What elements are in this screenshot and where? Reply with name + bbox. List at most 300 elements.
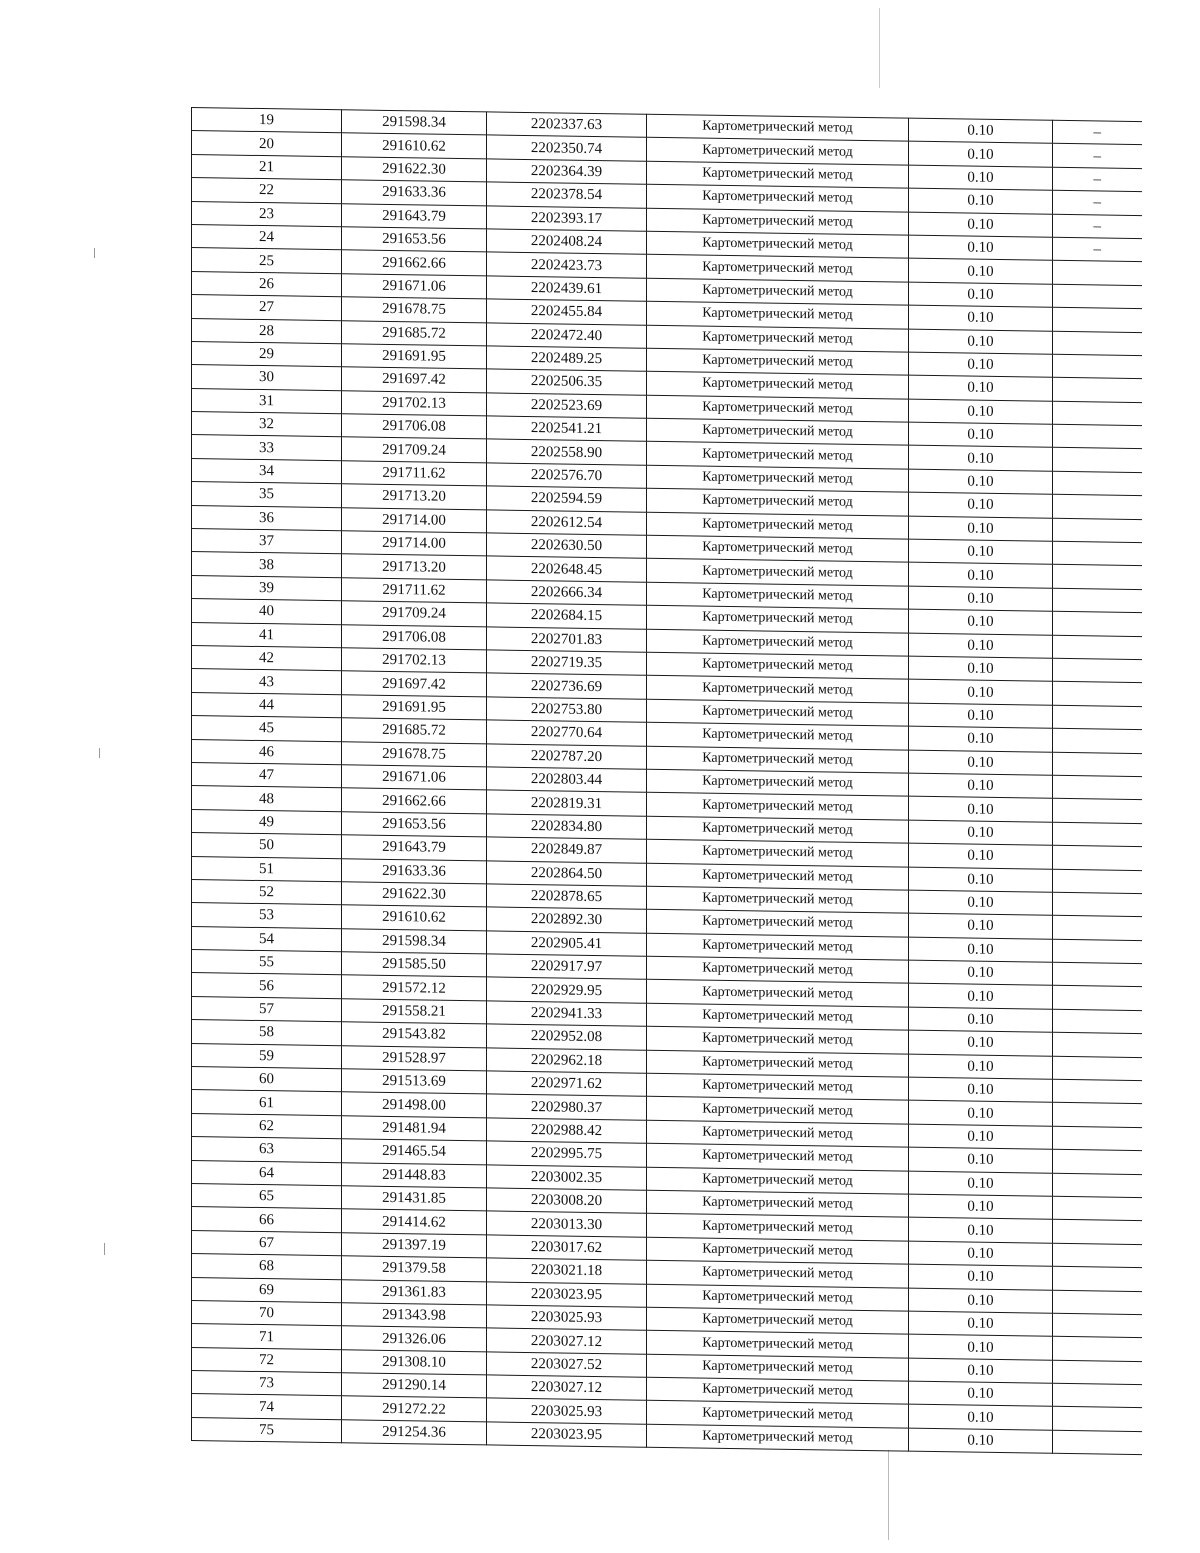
note-cell — [1053, 986, 1142, 1011]
y-coordinate-cell: 2202719.35 — [487, 650, 647, 676]
point-number-cell: 74 — [192, 1394, 342, 1420]
x-coordinate-cell: 291691.95 — [342, 344, 487, 370]
method-cell: Картометрический метод — [647, 793, 909, 820]
x-coordinate-cell: 291711.62 — [342, 578, 487, 604]
method-cell: Картометрический метод — [647, 582, 909, 609]
method-cell: Картометрический метод — [647, 395, 909, 422]
y-coordinate-cell: 2202612.54 — [487, 510, 647, 536]
x-coordinate-cell: 291691.95 — [342, 694, 487, 720]
x-coordinate-cell: 291290.14 — [342, 1373, 487, 1399]
method-cell: Картометрический метод — [647, 980, 909, 1007]
note-cell — [1053, 1079, 1142, 1104]
point-number-cell: 31 — [192, 388, 342, 414]
y-coordinate-cell: 2202393.17 — [487, 205, 647, 231]
accuracy-cell: 0.10 — [909, 305, 1053, 331]
method-cell: Картометрический метод — [647, 886, 909, 913]
note-cell — [1053, 448, 1142, 473]
point-number-cell: 65 — [192, 1183, 342, 1209]
method-cell: Картометрический метод — [647, 418, 909, 445]
note-cell — [1053, 518, 1142, 543]
point-number-cell: 54 — [192, 926, 342, 952]
method-cell: Картометрический метод — [647, 1190, 909, 1217]
accuracy-cell: 0.10 — [909, 142, 1053, 168]
point-number-cell: 26 — [192, 271, 342, 297]
y-coordinate-cell: 2202995.75 — [487, 1141, 647, 1167]
x-coordinate-cell: 291343.98 — [342, 1303, 487, 1329]
accuracy-cell: 0.10 — [909, 586, 1053, 612]
accuracy-cell: 0.10 — [909, 703, 1053, 729]
note-cell — [1053, 752, 1142, 777]
point-number-cell: 51 — [192, 856, 342, 882]
accuracy-cell: 0.10 — [909, 118, 1053, 144]
point-number-cell: 41 — [192, 622, 342, 648]
accuracy-cell: 0.10 — [909, 1241, 1053, 1267]
accuracy-cell: 0.10 — [909, 446, 1053, 472]
y-coordinate-cell: 2202701.83 — [487, 626, 647, 652]
x-coordinate-cell: 291622.30 — [342, 882, 487, 908]
point-number-cell: 33 — [192, 435, 342, 461]
y-coordinate-cell: 2202576.70 — [487, 463, 647, 489]
method-cell: Картометрический метод — [647, 839, 909, 866]
x-coordinate-cell: 291431.85 — [342, 1186, 487, 1212]
x-coordinate-cell: 291543.82 — [342, 1022, 487, 1048]
method-cell: Картометрический метод — [647, 559, 909, 586]
scan-mark — [104, 1243, 105, 1255]
method-cell: Картометрический метод — [647, 161, 909, 188]
accuracy-cell: 0.10 — [909, 1030, 1053, 1056]
accuracy-cell: 0.10 — [909, 399, 1053, 425]
point-number-cell: 34 — [192, 458, 342, 484]
note-cell — [1053, 611, 1142, 636]
x-coordinate-cell: 291714.00 — [342, 507, 487, 533]
accuracy-cell: 0.10 — [909, 680, 1053, 706]
note-cell — [1053, 1033, 1142, 1058]
x-coordinate-cell: 291361.83 — [342, 1279, 487, 1305]
y-coordinate-cell: 2203008.20 — [487, 1188, 647, 1214]
accuracy-cell: 0.10 — [909, 750, 1053, 776]
method-cell: Картометрический метод — [647, 1143, 909, 1170]
y-coordinate-cell: 2202892.30 — [487, 907, 647, 933]
method-cell: Картометрический метод — [647, 1284, 909, 1311]
method-cell: Картометрический метод — [647, 348, 909, 375]
point-number-cell: 21 — [192, 154, 342, 180]
y-coordinate-cell: 2202523.69 — [487, 393, 647, 419]
accuracy-cell: 0.10 — [909, 563, 1053, 589]
note-cell — [1053, 588, 1142, 613]
note-cell: – — [1053, 167, 1142, 192]
accuracy-cell: 0.10 — [909, 539, 1053, 565]
method-cell: Картометрический метод — [647, 1073, 909, 1100]
point-number-cell: 47 — [192, 762, 342, 788]
y-coordinate-cell: 2202849.87 — [487, 837, 647, 863]
accuracy-cell: 0.10 — [909, 1405, 1053, 1431]
y-coordinate-cell: 2203027.12 — [487, 1375, 647, 1401]
accuracy-cell: 0.10 — [909, 1077, 1053, 1103]
x-coordinate-cell: 291572.12 — [342, 975, 487, 1001]
x-coordinate-cell: 291714.00 — [342, 531, 487, 557]
point-number-cell: 27 — [192, 295, 342, 321]
point-number-cell: 66 — [192, 1207, 342, 1233]
accuracy-cell: 0.10 — [909, 843, 1053, 869]
point-number-cell: 46 — [192, 739, 342, 765]
scan-mark — [888, 1450, 889, 1540]
point-number-cell: 59 — [192, 1043, 342, 1069]
y-coordinate-cell: 2202489.25 — [487, 346, 647, 372]
point-number-cell: 23 — [192, 201, 342, 227]
note-cell — [1053, 845, 1142, 870]
method-cell: Картометрический метод — [647, 629, 909, 656]
point-number-cell: 71 — [192, 1324, 342, 1350]
accuracy-cell: 0.10 — [909, 867, 1053, 893]
x-coordinate-cell: 291633.36 — [342, 858, 487, 884]
y-coordinate-cell: 2202834.80 — [487, 814, 647, 840]
note-cell — [1053, 728, 1142, 753]
note-cell — [1053, 1220, 1142, 1245]
accuracy-cell: 0.10 — [909, 329, 1053, 355]
method-cell: Картометрический метод — [647, 372, 909, 399]
accuracy-cell: 0.10 — [909, 656, 1053, 682]
accuracy-cell: 0.10 — [909, 235, 1053, 261]
x-coordinate-cell: 291697.42 — [342, 671, 487, 697]
method-cell: Картометрический метод — [647, 512, 909, 539]
note-cell — [1053, 1383, 1142, 1408]
x-coordinate-cell: 291678.75 — [342, 297, 487, 323]
x-coordinate-cell: 291671.06 — [342, 765, 487, 791]
note-cell — [1053, 822, 1142, 847]
point-number-cell: 32 — [192, 412, 342, 438]
method-cell: Картометрический метод — [647, 1354, 909, 1381]
note-cell — [1053, 635, 1142, 660]
y-coordinate-cell: 2202558.90 — [487, 439, 647, 465]
coordinates-table — [191, 107, 1142, 1455]
accuracy-cell: 0.10 — [909, 796, 1053, 822]
point-number-cell: 20 — [192, 131, 342, 157]
accuracy-cell: 0.10 — [909, 773, 1053, 799]
point-number-cell: 73 — [192, 1371, 342, 1397]
x-coordinate-cell: 291598.34 — [342, 928, 487, 954]
y-coordinate-cell: 2202408.24 — [487, 229, 647, 255]
point-number-cell: 40 — [192, 599, 342, 625]
accuracy-cell: 0.10 — [909, 1171, 1053, 1197]
scan-mark — [94, 248, 95, 258]
x-coordinate-cell: 291709.24 — [342, 437, 487, 463]
y-coordinate-cell: 2202803.44 — [487, 767, 647, 793]
y-coordinate-cell: 2202541.21 — [487, 416, 647, 442]
x-coordinate-cell: 291706.08 — [342, 414, 487, 440]
accuracy-cell: 0.10 — [909, 352, 1053, 378]
note-cell — [1053, 1337, 1142, 1362]
note-cell — [1053, 401, 1142, 426]
y-coordinate-cell: 2202941.33 — [487, 1001, 647, 1027]
note-cell — [1053, 1243, 1142, 1268]
point-number-cell: 28 — [192, 318, 342, 344]
point-number-cell: 68 — [192, 1254, 342, 1280]
accuracy-cell: 0.10 — [909, 1007, 1053, 1033]
note-cell — [1053, 541, 1142, 566]
point-number-cell: 55 — [192, 950, 342, 976]
note-cell — [1053, 799, 1142, 824]
point-number-cell: 49 — [192, 809, 342, 835]
note-cell — [1053, 892, 1142, 917]
accuracy-cell: 0.10 — [909, 1101, 1053, 1127]
x-coordinate-cell: 291598.34 — [342, 110, 487, 136]
y-coordinate-cell: 2202350.74 — [487, 135, 647, 161]
point-number-cell: 44 — [192, 692, 342, 718]
method-cell: Картометрический метод — [647, 1097, 909, 1124]
accuracy-cell: 0.10 — [909, 726, 1053, 752]
note-cell — [1053, 1266, 1142, 1291]
method-cell: Картометрический метод — [647, 208, 909, 235]
point-number-cell: 61 — [192, 1090, 342, 1116]
method-cell: Картометрический метод — [647, 1167, 909, 1194]
method-cell: Картометрический метод — [647, 301, 909, 328]
note-cell — [1053, 378, 1142, 403]
x-coordinate-cell: 291622.30 — [342, 157, 487, 183]
accuracy-cell: 0.10 — [909, 1054, 1053, 1080]
scan-mark — [879, 8, 880, 88]
method-cell: Картометрический метод — [647, 652, 909, 679]
method-cell: Картометрический метод — [647, 933, 909, 960]
method-cell: Картометрический метод — [647, 956, 909, 983]
note-cell — [1053, 1103, 1142, 1128]
method-cell: Картометрический метод — [647, 184, 909, 211]
note-cell — [1053, 1149, 1142, 1174]
note-cell — [1053, 939, 1142, 964]
x-coordinate-cell: 291685.72 — [342, 718, 487, 744]
point-number-cell: 62 — [192, 1113, 342, 1139]
method-cell: Картометрический метод — [647, 863, 909, 890]
note-cell — [1053, 1430, 1142, 1455]
accuracy-cell: 0.10 — [909, 1288, 1053, 1314]
y-coordinate-cell: 2202648.45 — [487, 556, 647, 582]
note-cell — [1053, 1360, 1142, 1385]
y-coordinate-cell: 2202819.31 — [487, 790, 647, 816]
y-coordinate-cell: 2202787.20 — [487, 743, 647, 769]
note-cell — [1053, 682, 1142, 707]
method-cell: Картометрический метод — [647, 114, 909, 141]
point-number-cell: 42 — [192, 645, 342, 671]
y-coordinate-cell: 2202988.42 — [487, 1118, 647, 1144]
method-cell: Картометрический метод — [647, 1050, 909, 1077]
x-coordinate-cell: 291662.66 — [342, 250, 487, 276]
accuracy-cell: 0.10 — [909, 212, 1053, 238]
accuracy-cell: 0.10 — [909, 937, 1053, 963]
point-number-cell: 29 — [192, 341, 342, 367]
y-coordinate-cell: 2203025.93 — [487, 1305, 647, 1331]
method-cell: Картометрический метод — [647, 325, 909, 352]
y-coordinate-cell: 2202364.39 — [487, 159, 647, 185]
y-coordinate-cell: 2203025.93 — [487, 1398, 647, 1424]
note-cell — [1053, 261, 1142, 286]
accuracy-cell: 0.10 — [909, 1218, 1053, 1244]
accuracy-cell: 0.10 — [909, 633, 1053, 659]
x-coordinate-cell: 291713.20 — [342, 484, 487, 510]
accuracy-cell: 0.10 — [909, 258, 1053, 284]
note-cell: – — [1053, 120, 1142, 145]
x-coordinate-cell: 291326.06 — [342, 1326, 487, 1352]
y-coordinate-cell: 2202684.15 — [487, 603, 647, 629]
note-cell — [1053, 962, 1142, 987]
x-coordinate-cell: 291498.00 — [342, 1092, 487, 1118]
accuracy-cell: 0.10 — [909, 165, 1053, 191]
y-coordinate-cell: 2202455.84 — [487, 299, 647, 325]
y-coordinate-cell: 2203002.35 — [487, 1164, 647, 1190]
accuracy-cell: 0.10 — [909, 1428, 1053, 1454]
method-cell: Картометрический метод — [647, 676, 909, 703]
x-coordinate-cell: 291558.21 — [342, 999, 487, 1025]
y-coordinate-cell: 2202666.34 — [487, 580, 647, 606]
note-cell — [1053, 307, 1142, 332]
accuracy-cell: 0.10 — [909, 1358, 1053, 1384]
accuracy-cell: 0.10 — [909, 516, 1053, 542]
x-coordinate-cell: 291465.54 — [342, 1139, 487, 1165]
y-coordinate-cell: 2203027.52 — [487, 1352, 647, 1378]
point-number-cell: 56 — [192, 973, 342, 999]
y-coordinate-cell: 2202439.61 — [487, 276, 647, 302]
y-coordinate-cell: 2202594.59 — [487, 486, 647, 512]
x-coordinate-cell: 291678.75 — [342, 741, 487, 767]
x-coordinate-cell: 291713.20 — [342, 554, 487, 580]
x-coordinate-cell: 291709.24 — [342, 601, 487, 627]
y-coordinate-cell: 2202864.50 — [487, 860, 647, 886]
point-number-cell: 63 — [192, 1137, 342, 1163]
x-coordinate-cell: 291643.79 — [342, 203, 487, 229]
note-cell — [1053, 1407, 1142, 1432]
point-number-cell: 52 — [192, 879, 342, 905]
accuracy-cell: 0.10 — [909, 820, 1053, 846]
x-coordinate-cell: 291610.62 — [342, 905, 487, 931]
note-cell — [1053, 1196, 1142, 1221]
accuracy-cell: 0.10 — [909, 913, 1053, 939]
x-coordinate-cell: 291272.22 — [342, 1396, 487, 1422]
method-cell: Картометрический метод — [647, 1214, 909, 1241]
point-number-cell: 70 — [192, 1300, 342, 1326]
note-cell: – — [1053, 190, 1142, 215]
method-cell: Картометрический метод — [647, 1237, 909, 1264]
point-number-cell: 39 — [192, 575, 342, 601]
x-coordinate-cell: 291653.56 — [342, 811, 487, 837]
point-number-cell: 22 — [192, 178, 342, 204]
method-cell: Картометрический метод — [647, 816, 909, 843]
note-cell — [1053, 916, 1142, 941]
note-cell — [1053, 495, 1142, 520]
x-coordinate-cell: 291643.79 — [342, 835, 487, 861]
accuracy-cell: 0.10 — [909, 1124, 1053, 1150]
y-coordinate-cell: 2203023.95 — [487, 1281, 647, 1307]
point-number-cell: 25 — [192, 248, 342, 274]
note-cell — [1053, 1313, 1142, 1338]
method-cell: Картометрический метод — [647, 1307, 909, 1334]
accuracy-cell: 0.10 — [909, 984, 1053, 1010]
accuracy-cell: 0.10 — [909, 188, 1053, 214]
accuracy-cell: 0.10 — [909, 1381, 1053, 1407]
point-number-cell: 64 — [192, 1160, 342, 1186]
y-coordinate-cell: 2202770.64 — [487, 720, 647, 746]
point-number-cell: 24 — [192, 224, 342, 250]
method-cell: Картометрический метод — [647, 910, 909, 937]
accuracy-cell: 0.10 — [909, 375, 1053, 401]
note-cell — [1053, 1009, 1142, 1034]
note-cell — [1053, 565, 1142, 590]
point-number-cell: 45 — [192, 716, 342, 742]
x-coordinate-cell: 291702.13 — [342, 648, 487, 674]
y-coordinate-cell: 2202630.50 — [487, 533, 647, 559]
method-cell: Картометрический метод — [647, 1120, 909, 1147]
y-coordinate-cell: 2202878.65 — [487, 884, 647, 910]
method-cell: Картометрический метод — [647, 231, 909, 258]
note-cell — [1053, 1056, 1142, 1081]
y-coordinate-cell: 2203021.18 — [487, 1258, 647, 1284]
x-coordinate-cell: 291528.97 — [342, 1045, 487, 1071]
point-number-cell: 38 — [192, 552, 342, 578]
y-coordinate-cell: 2202980.37 — [487, 1094, 647, 1120]
note-cell — [1053, 471, 1142, 496]
point-number-cell: 35 — [192, 482, 342, 508]
x-coordinate-cell: 291706.08 — [342, 624, 487, 650]
note-cell — [1053, 284, 1142, 309]
x-coordinate-cell: 291685.72 — [342, 320, 487, 346]
method-cell: Картометрический метод — [647, 442, 909, 469]
accuracy-cell: 0.10 — [909, 890, 1053, 916]
x-coordinate-cell: 291662.66 — [342, 788, 487, 814]
y-coordinate-cell: 2203023.95 — [487, 1422, 647, 1448]
method-cell: Картометрический метод — [647, 1003, 909, 1030]
accuracy-cell: 0.10 — [909, 609, 1053, 635]
note-cell: – — [1053, 144, 1142, 169]
method-cell: Картометрический метод — [647, 489, 909, 516]
note-cell — [1053, 1290, 1142, 1315]
method-cell: Картометрический метод — [647, 278, 909, 305]
accuracy-cell: 0.10 — [909, 1194, 1053, 1220]
point-number-cell: 58 — [192, 1020, 342, 1046]
x-coordinate-cell: 291711.62 — [342, 461, 487, 487]
x-coordinate-cell: 291697.42 — [342, 367, 487, 393]
accuracy-cell: 0.10 — [909, 1311, 1053, 1337]
point-number-cell: 48 — [192, 786, 342, 812]
y-coordinate-cell: 2202472.40 — [487, 322, 647, 348]
y-coordinate-cell: 2202917.97 — [487, 954, 647, 980]
note-cell — [1053, 775, 1142, 800]
method-cell: Картометрический метод — [647, 1260, 909, 1287]
x-coordinate-cell: 291481.94 — [342, 1116, 487, 1142]
x-coordinate-cell: 291702.13 — [342, 390, 487, 416]
note-cell — [1053, 331, 1142, 356]
note-cell — [1053, 1126, 1142, 1151]
y-coordinate-cell: 2202506.35 — [487, 369, 647, 395]
method-cell: Картометрический метод — [647, 699, 909, 726]
y-coordinate-cell: 2203013.30 — [487, 1211, 647, 1237]
x-coordinate-cell: 291448.83 — [342, 1162, 487, 1188]
y-coordinate-cell: 2202736.69 — [487, 673, 647, 699]
y-coordinate-cell: 2202952.08 — [487, 1024, 647, 1050]
method-cell: Картометрический метод — [647, 535, 909, 562]
x-coordinate-cell: 291610.62 — [342, 133, 487, 159]
point-number-cell: 50 — [192, 833, 342, 859]
scan-mark — [99, 748, 100, 758]
x-coordinate-cell: 291671.06 — [342, 273, 487, 299]
y-coordinate-cell: 2203017.62 — [487, 1235, 647, 1261]
point-number-cell: 75 — [192, 1417, 342, 1443]
method-cell: Картометрический метод — [647, 769, 909, 796]
x-coordinate-cell: 291633.36 — [342, 180, 487, 206]
point-number-cell: 69 — [192, 1277, 342, 1303]
accuracy-cell: 0.10 — [909, 1147, 1053, 1173]
method-cell: Картометрический метод — [647, 255, 909, 282]
point-number-cell: 57 — [192, 996, 342, 1022]
point-number-cell: 37 — [192, 529, 342, 555]
point-number-cell: 30 — [192, 365, 342, 391]
x-coordinate-cell: 291653.56 — [342, 227, 487, 253]
